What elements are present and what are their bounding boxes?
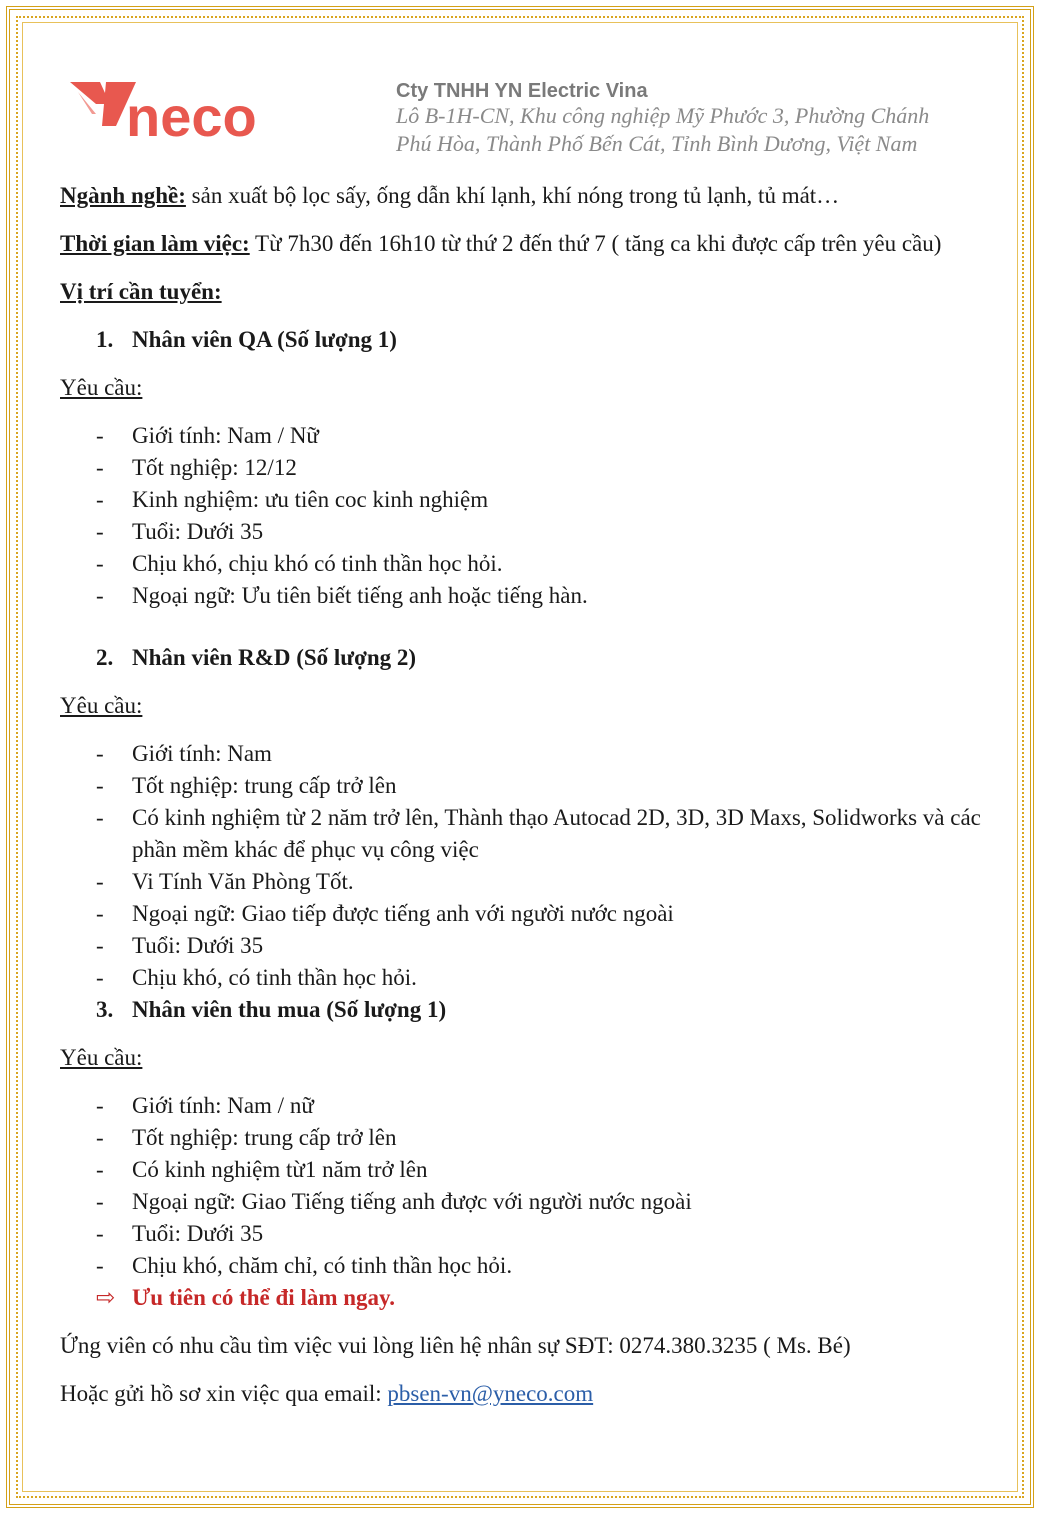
arrow-right-icon: ⇨	[96, 1285, 116, 1311]
job-posting-body	[60, 180, 990, 1410]
list-item: - Kinh nghiệm: ưu tiên coc kinh nghiệm	[96, 487, 489, 512]
list-item: - Ngoại ngữ: Giao Tiếng tiếng anh được với người nước ngoài	[96, 1189, 692, 1214]
contact-email-line	[60, 1378, 990, 1410]
list-item: - Ngoại ngữ: Giao tiếp được tiếng anh với người nước ngoài	[96, 901, 674, 926]
list-item: - Tốt nghiệp: trung cấp trở lên	[96, 1125, 397, 1150]
contact-email-prefix: Hoặc gửi hồ sơ xin việc qua email:	[60, 1381, 388, 1406]
contact-phone: Ứng viên có nhu cầu tìm việc vui lòng liên hệ nhân sự SĐT: 0274.380.3235 ( Ms. Bé)	[60, 1333, 851, 1358]
list-item: - Giới tính: Nam / Nữ	[96, 423, 319, 448]
list-item: - Vi Tính Văn Phòng Tốt.	[96, 869, 354, 894]
work-time-label: Thời gian làm việc:	[60, 231, 250, 256]
company-address-line1: Lô B-1H-CN, Khu công nghiệp Mỹ Phước 3, Phường Chánh	[396, 103, 930, 128]
list-item: - Chịu khó, có tinh thần học hỏi.	[96, 965, 417, 990]
position-title-text: Nhân viên R&D (Số lượng 2)	[132, 645, 417, 670]
company-address-line2: Phú Hòa, Thành Phố Bến Cát, Tỉnh Bình Dương, Việt Nam	[396, 131, 918, 156]
company-name: Cty TNHH YN Electric Vina	[396, 80, 648, 102]
list-item: - Giới tính: Nam	[96, 741, 272, 766]
contact-email-link[interactable]: pbsen-vn@yneco.com	[387, 1381, 594, 1406]
industry-line	[60, 180, 990, 212]
position-title-text: Nhân viên thu mua (Số lượng 1)	[132, 997, 447, 1022]
list-item: - Tuổi: Dưới 35	[96, 933, 264, 958]
work-time-value: Từ 7h30 đến 16h10 từ thứ 2 đến thứ 7 ( tăng ca khi được cấp trên yêu cầu)	[249, 231, 942, 256]
list-item: - Ngoại ngữ: Ưu tiên biết tiếng anh hoặc tiếng hàn.	[96, 583, 588, 608]
list-item: - Tuổi: Dưới 35	[96, 519, 264, 544]
list-item: - Tuổi: Dưới 35	[96, 1221, 264, 1246]
position-title	[60, 994, 990, 1026]
requirements-list	[60, 738, 990, 994]
list-item: - Có kinh nghiệm từ1 năm trở lên	[96, 1157, 428, 1182]
position-number: 2.	[96, 645, 114, 670]
requirements-label: Yêu cầu:	[60, 375, 143, 400]
work-time-line	[60, 228, 990, 260]
list-item: - Chịu khó, chăm chỉ, có tinh thần học hỏi.	[96, 1253, 513, 1278]
industry-value: sản xuất bộ lọc sấy, ống dẫn khí lạnh, khí nóng trong tủ lạnh, tủ mát…	[185, 183, 840, 208]
positions-heading-line	[60, 276, 990, 308]
industry-label: Ngành nghề:	[60, 183, 186, 208]
requirements-label: Yêu cầu:	[60, 693, 143, 718]
requirements-list	[60, 420, 990, 612]
position-title	[60, 642, 990, 674]
requirements-label: Yêu cầu:	[60, 1045, 143, 1070]
logo-mark-icon	[66, 74, 286, 146]
list-item: - Giới tính: Nam / nữ	[96, 1093, 314, 1118]
priority-text: Ưu tiên có thể đi làm ngay.	[132, 1285, 396, 1310]
company-header	[396, 80, 996, 158]
list-item: - Tốt nghiệp: 12/12	[96, 455, 297, 480]
requirements-list	[60, 1090, 990, 1282]
positions-heading: Vị trí cần tuyển:	[60, 279, 222, 304]
list-item: - Tốt nghiệp: trung cấp trở lên	[96, 773, 397, 798]
list-item: - Chịu khó, chịu khó có tinh thần học hỏi.	[96, 551, 503, 576]
logo-text: neco	[126, 85, 257, 146]
position-number: 3.	[96, 997, 114, 1022]
yneco-logo	[66, 74, 286, 146]
list-item: - Có kinh nghiệm từ 2 năm trở lên, Thành thạo Autocad 2D, 3D, 3D Maxs, Solidworks và các phần mềm khác để phục vụ công việc	[96, 805, 981, 862]
priority-note	[60, 1282, 990, 1314]
position-number: 1.	[96, 327, 114, 352]
position-title	[60, 324, 990, 356]
position-title-text: Nhân viên QA (Số lượng 1)	[132, 327, 397, 352]
